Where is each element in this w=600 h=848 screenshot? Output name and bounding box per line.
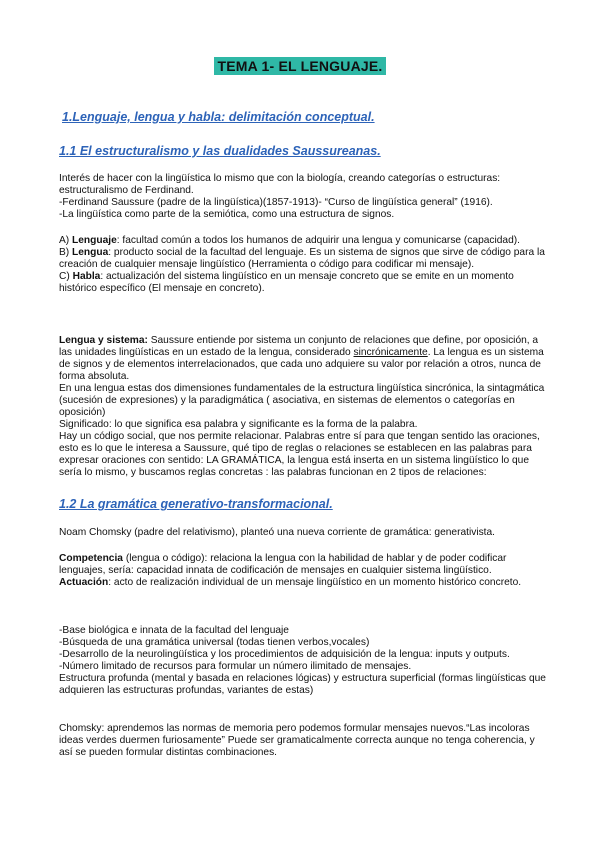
definition-prefix: B) [59,247,73,258]
term-sincronicamente: sincrónicamente [353,347,428,358]
definition-lengua [59,247,549,271]
intro-paragraph-2: -Ferdinand Saussure (padre de la lingüística)(1857-1913)- “Curso de lingüística general” (1916). [59,197,493,208]
list-item: -Base biológica e innata de la facultad del lenguaje [59,625,289,636]
list-item: Estructura profunda (mental y basada en relaciones lógicas) y estructura superficial (formas lingüísticas que adquieren las estructuras profundas, variantes de estas) [59,673,546,696]
term-competencia: Competencia [59,553,123,564]
term-lengua: Lengua [72,247,109,258]
competencia-paragraph [59,553,549,577]
page-title: TEMA 1- EL LENGUAJE. [214,57,385,75]
definition-prefix: C) [59,271,73,282]
definitions-block [59,235,549,295]
actuacion-paragraph [59,577,549,589]
term-lenguaje: Lenguaje [72,235,117,246]
competencia-block [59,553,549,589]
intro-paragraph-3: -La lingüística como parte de la semiótica, como una estructura de signos. [59,209,395,220]
lengua-sistema-paragraph [59,335,549,383]
paragraph-text: (lengua o código): relaciona la lengua con la habilidad de hablar y de poder codificar lenguajes, sería: capacidad innata de codificación de mensajes en cualquier sistema lingüístico. [59,553,507,576]
intro-block [59,173,549,221]
definition-text: : producto social de la facultad del lenguaje. Es un sistema de signos que sirve de código para la creación de cualquier mensaje lingüístico (Herramienta o código para codificar mi mensaje). [59,247,545,270]
chomsky-paragraph: Noam Chomsky (padre del relativismo), planteó una nueva corriente de gramática: generativista. [59,527,496,538]
section-1-2-heading: 1.2 La gramática generativo-transformacional. [59,497,333,511]
list-item: -Desarrollo de la neurolingüística y los procedimientos de adquisición de la lengua: inputs y outputs. [59,649,510,660]
definition-text: : facultad común a todos los humanos de adquirir una lengua y comunicarse (capacidad). [116,235,520,246]
section-1-1-heading: 1.1 El estructuralismo y las dualidades Saussureanas. [59,144,381,158]
characteristics-list [59,625,549,697]
title-container [0,57,600,76]
paragraph-text: . La lengua es un sistema de signos y de elementos interrelacionados, que cada uno adquiere su valor por relación a otros, nunca de forma absoluta. [59,347,544,382]
definition-habla [59,271,549,295]
term-habla: Habla [72,271,101,282]
paragraph-text: Saussure entiende por sistema un conjunto de relaciones que define, por oposición, a las unidades lingüísticas en un estado de la lengua, considerado [59,335,539,358]
closing-paragraph: Chomsky: aprendemos las normas de memoria pero podemos formular mensajes nuevos.“Las incoloras ideas verdes duermen furiosamente” Puede ser gramaticalmente correcta aunque no tenga coherencia, y así se pueden formular distintas combinaciones. [59,723,535,758]
list-item: -Búsqueda de una gramática universal (todas tienen verbos,vocales) [59,637,370,648]
dimensions-paragraph: En una lengua estas dos dimensiones fundamentales de la estructura lingüística sincrónica, la sintagmática (sucesión de expresiones) y la paradigmática ( asociativa, en sistemas de elementos o categorías en oposición) [59,383,545,418]
paragraph-text: : acto de realización individual de un mensaje lingüístico en un momento histórico concreto. [108,577,522,588]
chomsky-intro-block [59,527,549,539]
definition-prefix: A) [59,235,73,246]
significado-paragraph: Significado: lo que significa esa palabra y significante es la forma de la palabra. [59,419,418,430]
intro-paragraph-1: Interés de hacer con la lingüística lo mismo que con la biología, creando categorías o estructuras: estructuralismo de Ferdinand. [59,173,501,196]
term-actuacion: Actuación [59,577,109,588]
closing-block [59,723,549,759]
section-1-heading: 1.Lenguaje, lengua y habla: delimitación conceptual. [62,110,375,124]
lengua-sistema-block [59,335,549,479]
term-lengua-sistema: Lengua y sistema: [59,335,148,346]
codigo-paragraph: Hay un código social, que nos permite relacionar. Palabras entre sí para que tengan sentido las oraciones, esto es lo que le interesa a Saussure, qué tipo de reglas o relaciones se establecen en las palabras para expresar oraciones con sentido: LA GRAMÁTICA, la lengua está inserta en un sistema lingüístico lo que sería lo mismo, y buscamos reglas concretas : las palabras funcionan en 2 tipos de relaciones: [59,431,540,478]
definition-lenguaje [59,235,549,247]
definition-text: : actualización del sistema lingüístico en un mensaje concreto que se emite en un momento histórico específico (El mensaje en concreto). [59,271,514,294]
list-item: -Número limitado de recursos para formular un número ilimitado de mensajes. [59,661,412,672]
